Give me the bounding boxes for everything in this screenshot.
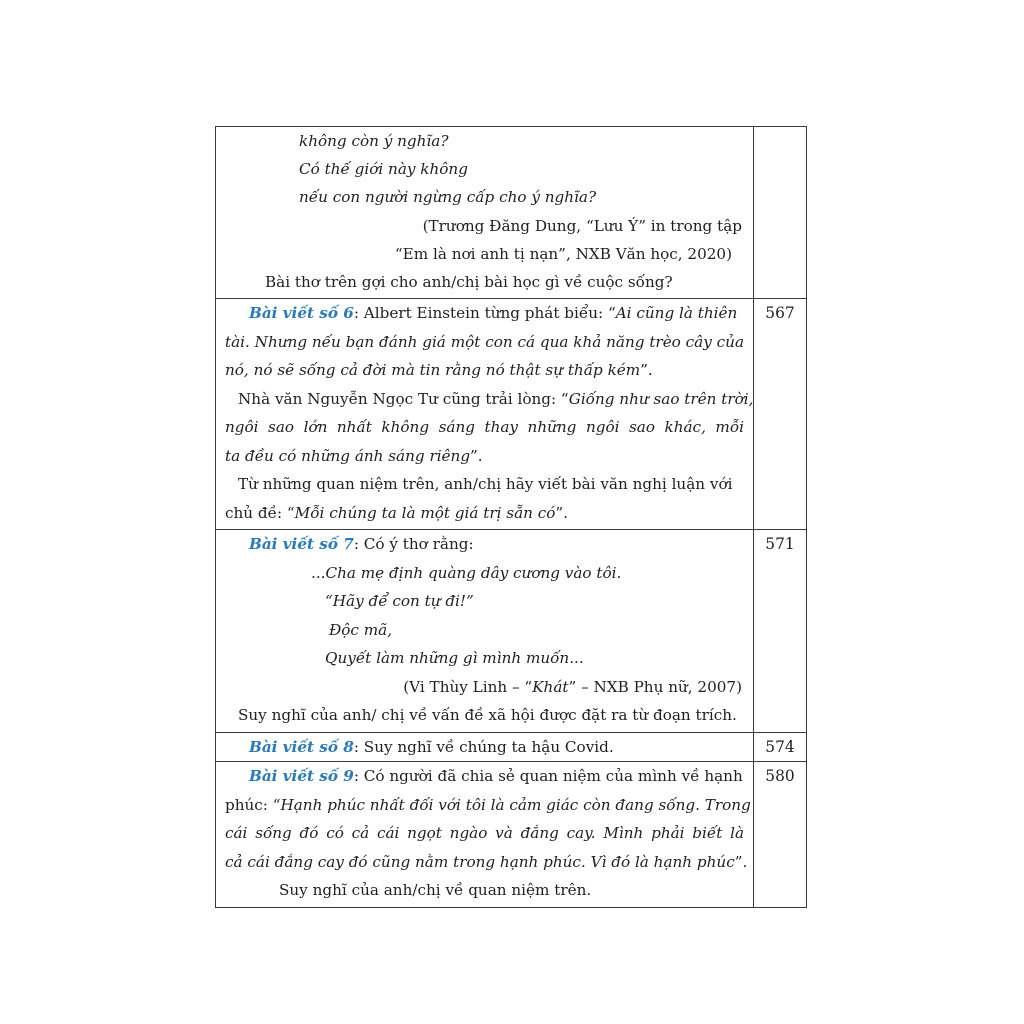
quote-text: nó, nó sẽ sống cả đời mà tin rằng nó thật sự thấp kém [225, 361, 641, 380]
poem-line: không còn ý nghĩa? [299, 132, 449, 150]
entry-text: : Có ý thơ rằng: [353, 535, 474, 554]
page-number: 571 [765, 535, 795, 554]
page-number-cell [754, 530, 807, 733]
quote-line: ngôi sao lớn nhất không sáng thay những ngôi sao khác, mỗi [225, 418, 744, 437]
quote-text: Giống như sao trên trời, [568, 389, 754, 408]
entry-cell [216, 762, 754, 908]
entry-text: ”. [470, 446, 483, 465]
page-number-cell [754, 732, 807, 762]
entry-text: : Suy nghĩ về chúng ta hậu Covid. [353, 737, 614, 756]
entry-text: ”. [734, 852, 748, 871]
entry-label: Bài viết số 7 [249, 535, 354, 554]
table-row [216, 732, 807, 762]
entry-line [225, 733, 744, 762]
table-row [216, 299, 807, 530]
quote-text: Hạnh phúc nhất đối với tôi là cảm giác còn đang sống. Trong [280, 795, 751, 814]
table-row [216, 762, 807, 908]
page-number: 567 [765, 304, 795, 323]
poem-line: Quyết làm những gì mình muốn... [325, 649, 584, 668]
page-number: 580 [765, 767, 795, 786]
poem-line: “Hãy để con tự đi!” [325, 592, 474, 611]
entry-line: Từ những quan niệm trên, anh/chị hãy viết bài văn nghị luận với [238, 475, 733, 494]
quote-line [225, 791, 751, 820]
quote-text: ta đều có những ánh sáng riêng [225, 446, 471, 465]
entry-text: : Có người đã chia sẻ quan niệm của mình về hạnh [353, 767, 743, 786]
quote-text: Mỗi chúng ta là một giá trị sẵn có [294, 503, 556, 522]
entry-cell [216, 127, 754, 299]
quote-text: Ai cũng là thiên [615, 304, 738, 323]
page-number-cell [754, 762, 807, 908]
quote-text: Khát [532, 677, 569, 696]
entry-text: ”. [640, 361, 653, 380]
entry-text: chủ đề: “ [225, 503, 295, 522]
question-line: Suy nghĩ của anh/ chị về vấn đề xã hội được đặt ra từ đoạn trích. [238, 706, 737, 725]
source-line [225, 673, 744, 702]
quote-line [225, 848, 748, 877]
entry-text: ”. [555, 503, 569, 522]
source-line: “Em là nơi anh tị nạn”, NXB Văn học, 2020) [394, 244, 732, 263]
entry-text: Nhà văn Nguyễn Ngọc Tư cũng trải lòng: “ [238, 389, 569, 408]
entry-label: Bài viết số 6 [249, 304, 354, 323]
page-number [754, 127, 806, 156]
source-line: (Trương Đăng Dung, “Lưu Ý” in trong tập [422, 216, 742, 235]
entry-cell [216, 530, 754, 733]
entry-line [225, 499, 744, 528]
entry-label: Bài viết số 8 [249, 737, 354, 756]
entry-text: ” – NXB Phụ nữ, 2007) [568, 677, 742, 696]
contents-table [215, 126, 807, 908]
entry-text: (Vi Thùy Linh – “ [403, 677, 533, 696]
poem-line: Có thế giới này không [299, 160, 468, 179]
entry-line [225, 299, 744, 328]
table-row [216, 127, 807, 299]
quote-line [225, 442, 744, 471]
entry-line [225, 530, 744, 559]
quote-text: cả cái đắng cay đó cũng nằm trong hạnh phúc. Vì đó là hạnh phúc [225, 852, 735, 871]
entry-line [225, 762, 744, 791]
entry-label: Bài viết số 9 [249, 767, 354, 786]
question-line: Bài thơ trên gợi cho anh/chị bài học gì về cuộc sống? [265, 272, 673, 291]
entry-cell [216, 732, 754, 762]
entry-text: : Albert Einstein từng phát biểu: “ [353, 304, 616, 323]
table-row [216, 530, 807, 733]
entry-text: phúc: “ [225, 795, 281, 814]
poem-line: nếu con người ngừng cấp cho ý nghĩa? [299, 188, 597, 207]
entry-cell [216, 299, 754, 530]
page-number-cell [754, 127, 807, 299]
poem-line: ...Cha mẹ định quàng dây cương vào tôi. [311, 563, 622, 582]
quote-line: cái sống đó có cả cái ngọt ngào và đắng cay. Mình phải biết là [225, 824, 744, 843]
question-line: Suy nghĩ của anh/chị về quan niệm trên. [279, 881, 592, 900]
poem-line: Độc mã, [329, 620, 393, 639]
page-number: 574 [765, 737, 795, 756]
quote-line [225, 356, 744, 385]
page-number-cell [754, 299, 807, 530]
entry-line [225, 385, 754, 414]
quote-line: tài. Nhưng nếu bạn đánh giá một con cá qua khả năng trèo cây của [225, 332, 744, 351]
